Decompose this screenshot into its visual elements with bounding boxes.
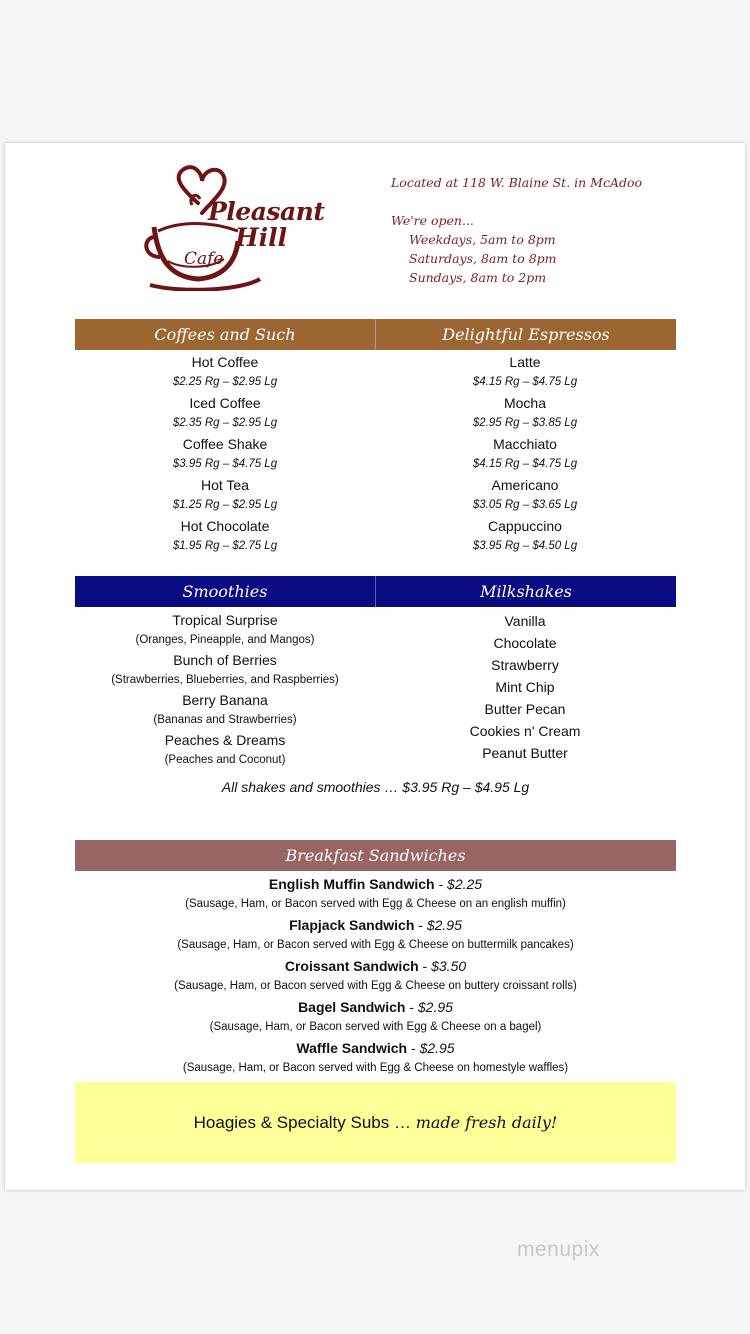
smoothie-name: Bunch of Berries: [173, 652, 277, 668]
menu-item-price: $2.25 Rg – $2.95 Lg: [172, 376, 278, 388]
menu-item-name: Latte: [509, 354, 541, 370]
hours-sundays: Sundays, 8am to 2pm: [409, 270, 547, 285]
breakfast-item-note: (Sausage, Ham, or Bacon served with Egg & Cheese on homestyle waffles): [182, 1062, 569, 1074]
milkshake-flavor: Peanut Butter: [482, 745, 568, 761]
menupix-watermark: menupix: [517, 1238, 600, 1261]
smoothies-list: [75, 610, 375, 770]
promo-main: Hoagies & Specialty Subs …: [193, 1112, 411, 1132]
menu-item-name: Hot Tea: [201, 477, 249, 493]
breakfast-item: Flapjack Sandwich - $2.95: [289, 917, 462, 933]
coffee-espresso-header: [75, 319, 676, 350]
hoagies-promo: [75, 1082, 676, 1163]
menu-item-price: $4.15 Rg – $4.75 Lg: [472, 376, 578, 388]
breakfast-item-price: $2.95: [419, 1040, 455, 1056]
menu-item-price: $1.95 Rg – $2.75 Lg: [172, 540, 278, 552]
open-label: We're open...: [391, 213, 474, 228]
smoothie-note: (Peaches and Coconut): [164, 754, 286, 766]
promo-script: made fresh daily!: [415, 1113, 558, 1132]
logo-word-pleasant: Pleasant: [208, 197, 325, 226]
milkshake-flavor: Chocolate: [493, 635, 557, 651]
menu-item-name: Macchiato: [493, 436, 557, 452]
location-hours: [391, 173, 642, 287]
breakfast-item-name: Waffle Sandwich: [296, 1040, 408, 1056]
smoothie-milkshake-header: [75, 576, 676, 607]
breakfast-item: Bagel Sandwich - $2.95: [298, 999, 453, 1015]
breakfast-item: English Muffin Sandwich - $2.25: [268, 876, 483, 892]
menu-item-price: $2.35 Rg – $2.95 Lg: [172, 417, 278, 429]
breakfast-item-note: (Sausage, Ham, or Bacon served with Egg & Cheese on buttery croissant rolls): [174, 980, 577, 992]
breakfast-header: [75, 840, 676, 871]
hours-saturdays: Saturdays, 8am to 8pm: [409, 251, 557, 266]
breakfast-item-price: $2.25: [447, 876, 483, 892]
menu-item-name: Mocha: [503, 395, 547, 411]
breakfast-title: Breakfast Sandwiches: [285, 846, 466, 865]
breakfast-item-name: Flapjack Sandwich: [289, 917, 415, 933]
menu-item-price: $2.95 Rg – $3.85 Lg: [472, 417, 578, 429]
milkshakes-title: Milkshakes: [375, 576, 676, 607]
coffees-list: [75, 352, 375, 557]
breakfast-item-name: English Muffin Sandwich: [268, 876, 435, 892]
milkshake-flavor: Vanilla: [504, 613, 546, 629]
smoothie-name: Tropical Surprise: [172, 612, 278, 628]
menu-sheet: [5, 143, 745, 1190]
milkshake-flavor: Butter Pecan: [484, 701, 566, 717]
milkshake-flavor: Mint Chip: [495, 679, 555, 695]
breakfast-item-price: $2.95: [417, 999, 453, 1015]
breakfast-item-price: $2.95: [426, 917, 462, 933]
menu-item-price: $3.95 Rg – $4.50 Lg: [472, 540, 578, 552]
breakfast-item-note: (Sausage, Ham, or Bacon served with Egg & Cheese on a bagel): [209, 1021, 542, 1033]
logo-word-cafe: Cafe: [184, 249, 224, 269]
cafe-logo: [140, 161, 340, 291]
breakfast-item-note: (Sausage, Ham, or Bacon served with Egg & Cheese on an english muffin): [185, 898, 566, 910]
breakfast-item-name: Croissant Sandwich: [284, 958, 419, 974]
logo-word-hill: Hill: [235, 223, 288, 252]
menu-item-price: $3.95 Rg – $4.75 Lg: [172, 458, 278, 470]
menu-item-price: $3.05 Rg – $3.65 Lg: [472, 499, 578, 511]
menu-item-name: Iced Coffee: [189, 395, 261, 411]
breakfast-item: Waffle Sandwich - $2.95: [296, 1040, 455, 1056]
location-text: Located at 118 W. Blaine St. in McAdoo: [391, 175, 643, 190]
smoothie-note: (Oranges, Pineapple, and Mangos): [135, 634, 315, 646]
menu-item-price: $4.15 Rg – $4.75 Lg: [472, 458, 578, 470]
menu-item-name: Cappuccino: [488, 518, 562, 534]
milkshakes-list: [375, 610, 675, 764]
breakfast-item-note: (Sausage, Ham, or Bacon served with Egg & Cheese on buttermilk pancakes): [177, 939, 574, 951]
breakfast-list: [75, 874, 676, 1079]
coffees-title: Coffees and Such: [154, 325, 296, 344]
smoothie-name: Berry Banana: [182, 692, 268, 708]
breakfast-item-name: Bagel Sandwich: [298, 999, 406, 1015]
smoothie-name: Peaches & Dreams: [164, 732, 286, 748]
breakfast-item-price: $3.50: [431, 958, 467, 974]
shakes-price-note: All shakes and smoothies … $3.95 Rg – $4.95 Lg: [221, 779, 530, 795]
milkshake-flavor: Strawberry: [491, 657, 559, 673]
espressos-title: Delightful Espressos: [375, 319, 676, 350]
menu-item-name: Hot Coffee: [191, 354, 259, 370]
smoothie-note: (Strawberries, Blueberries, and Raspberries): [111, 674, 339, 686]
menu-item-name: Coffee Shake: [182, 436, 268, 452]
menu-item-name: Hot Chocolate: [180, 518, 270, 534]
milkshake-flavor: Cookies n' Cream: [469, 723, 581, 739]
espressos-list: [375, 352, 675, 557]
hours-weekdays: Weekdays, 5am to 8pm: [409, 232, 556, 247]
menu-item-name: Americano: [491, 477, 559, 493]
smoothie-note: (Bananas and Strawberries): [153, 714, 297, 726]
smoothies-title: Smoothies: [182, 582, 268, 601]
menu-item-price: $1.25 Rg – $2.95 Lg: [172, 499, 278, 511]
breakfast-item: Croissant Sandwich - $3.50: [284, 958, 467, 974]
